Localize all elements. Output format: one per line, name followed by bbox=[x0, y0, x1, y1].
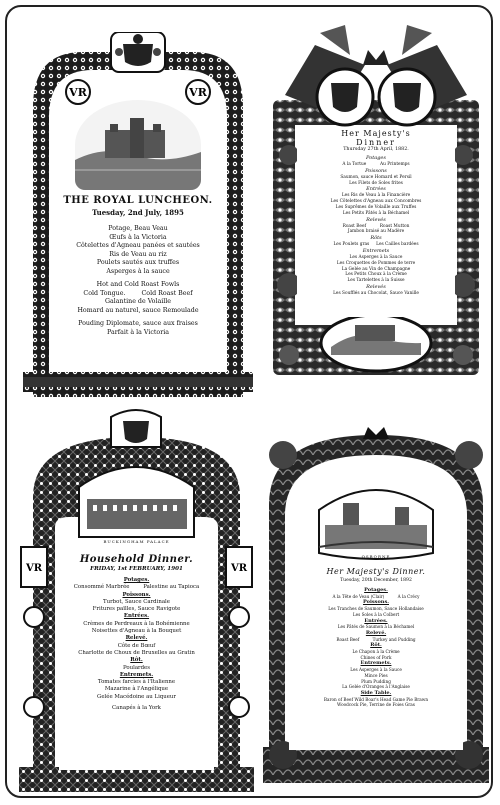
section-heading: Potages bbox=[366, 155, 386, 161]
section-heading: Potages. bbox=[123, 577, 150, 583]
menu-card bbox=[59, 552, 214, 770]
course-item: Galantine de Volaille bbox=[105, 298, 171, 305]
section-heading: Entrées. bbox=[364, 617, 388, 624]
section-heading: Poissons bbox=[365, 167, 387, 174]
course-item: Les Pâtés de Saumon à la Béchamel bbox=[337, 624, 415, 630]
menu-title-line2: Dinner bbox=[356, 138, 396, 147]
course-item: Ris de Veau au riz bbox=[109, 250, 167, 258]
windsor-castle-vignette bbox=[75, 100, 201, 190]
course-item: Saumon, sauce Homard et Persil bbox=[340, 174, 412, 180]
section-heading: Relevés bbox=[366, 216, 386, 223]
royal-coat-of-arms-icon bbox=[111, 32, 165, 72]
course-item: Plum Pudding bbox=[361, 678, 391, 684]
menu-date: Tuesday, 20th December, 1892 bbox=[340, 578, 412, 583]
section-heading: Entremets. bbox=[360, 660, 392, 667]
course-item: Le Chapon à la Crème bbox=[352, 649, 400, 655]
svg-text:VR: VR bbox=[25, 563, 43, 574]
section-heading: Potages. bbox=[364, 587, 388, 593]
course-item: Crèmes de Perdreaux à la Bohémienne bbox=[83, 620, 190, 627]
course-item: Roast Beef Roast Mutton bbox=[342, 223, 410, 229]
course-item: Les Soufflés au Chocolat, Sauce Vanille bbox=[333, 290, 419, 296]
menu-card bbox=[297, 129, 455, 317]
course-item: Consommé Marbrée Palestine au Tapioca bbox=[73, 584, 200, 591]
course-item: Hot and Cold Roast Fowls bbox=[96, 281, 180, 288]
course-item: Les Asperges à la Sauce bbox=[349, 254, 403, 260]
menu-title: THE ROYAL LUNCHEON. bbox=[63, 195, 213, 206]
course-item: Les Côtelettes d'Agneau aux Concombres bbox=[330, 199, 422, 205]
course-item: Les Poulets gras Les Cailles bardées bbox=[333, 242, 419, 248]
section-heading: Entremets. bbox=[119, 671, 154, 678]
section-heading: Rôt. bbox=[130, 657, 143, 664]
svg-text:VR: VR bbox=[189, 86, 207, 99]
menu-card bbox=[53, 192, 223, 372]
menu-household-dinner bbox=[19, 407, 254, 792]
course-item: Jambon braisé au Madère bbox=[347, 229, 405, 235]
course-item: Tomates farcies à l'Italienne bbox=[97, 679, 176, 686]
course-item: Baron of Beef Wild Boar's Head Game Pie Brawn bbox=[323, 696, 429, 702]
section-heading: Relevé. bbox=[125, 635, 148, 642]
course-item: Les Petits Pâtés à la Béchamel bbox=[342, 210, 410, 216]
course-item: Les Asperges à la Sauce bbox=[350, 667, 402, 673]
course-item: Les Soles à la Colbert bbox=[352, 611, 400, 617]
course-item: Mazarine à l'Angélique bbox=[104, 686, 169, 693]
section-heading: Side Table. bbox=[360, 689, 392, 696]
section-heading: Poissons. bbox=[362, 599, 389, 606]
course-item: Woodcock Pie, Terrine de Foies Gras bbox=[337, 702, 415, 708]
svg-text:VR: VR bbox=[69, 86, 87, 99]
course-item: Les Croquettes de Pommes de terre bbox=[336, 260, 416, 266]
crown-icon bbox=[363, 50, 389, 65]
course-item: Mince Pies bbox=[364, 672, 388, 678]
page bbox=[5, 5, 493, 798]
section-heading: Relevés bbox=[366, 283, 386, 290]
course-item: Poulardes bbox=[122, 664, 151, 671]
vignette-caption: OSBORNE bbox=[361, 554, 391, 559]
course-item: A la Tortue Au Printemps bbox=[342, 162, 410, 167]
menu-royal-luncheon bbox=[23, 32, 253, 397]
menu-title-line1: Her Majesty's bbox=[341, 129, 411, 138]
svg-text:VR: VR bbox=[230, 563, 248, 574]
course-item: Charlotte de Choux de Bruxelles au Gratin bbox=[78, 649, 195, 656]
course-item: Les Petits Choux à la Crème bbox=[345, 272, 407, 278]
menu-title: Household Dinner. bbox=[79, 554, 194, 565]
section-heading: Rôt. bbox=[370, 642, 382, 649]
course-item: Œufs à la Victoria bbox=[109, 233, 167, 241]
course-item: Asperges à la sauce bbox=[106, 267, 170, 275]
course-item: Gelée Macédoine au Liqueur bbox=[97, 693, 176, 700]
course-item: Parfait à la Victoria bbox=[107, 328, 169, 336]
course-item: La Gelée au Vin de Champagne bbox=[341, 266, 411, 272]
course-item: Les Filets de Soles frites bbox=[349, 180, 403, 186]
section-heading: Rôts bbox=[370, 235, 382, 242]
course-item: Roast Beef Turkey and Pudding bbox=[336, 636, 416, 642]
menu-title: Her Majesty's Dinner. bbox=[326, 567, 426, 576]
course-item: Potage, Beau Veau bbox=[108, 225, 168, 232]
course-item: Chines of Pork bbox=[360, 654, 392, 660]
course-item: A la Tête de Veau (Clair) A la Crécy bbox=[332, 593, 420, 599]
course-item: La Gelée d'Oranges à l'Anglaise bbox=[342, 684, 410, 690]
crown-icon bbox=[363, 427, 389, 439]
royal-coat-of-arms-icon bbox=[111, 410, 161, 447]
vignette-caption: BUCKINGHAM PALACE bbox=[103, 539, 170, 544]
section-heading: Entremets bbox=[362, 247, 390, 254]
menu-her-majestys-dinner-osborne bbox=[263, 425, 489, 783]
course-item: Pouding Diplomate, sauce aux fraises bbox=[78, 320, 198, 327]
course-item: Les Tranches de Saumon, Sauce Hollandaise bbox=[328, 606, 424, 612]
menu-date: Tuesday, 2nd July, 1895 bbox=[92, 208, 184, 217]
course-item: Homard au naturel, sauce Remoulade bbox=[77, 306, 199, 314]
course-item: Noisettes d'Agneau à la Bouquet bbox=[91, 628, 182, 635]
section-heading: Entrées. bbox=[123, 613, 150, 620]
course-item: Turbot, Sauce Cardinale bbox=[103, 598, 170, 605]
menu-her-majestys-dinner bbox=[265, 25, 487, 380]
course-item: Les Ris de Veau à la Financière bbox=[341, 193, 411, 199]
course-item: Les Suprêmes de Volaille aux Truffes bbox=[335, 204, 417, 210]
course-item: Canapés à la York bbox=[112, 705, 161, 712]
course-item: Poulets sautés aux truffes bbox=[96, 259, 180, 266]
section-heading: Poissons. bbox=[122, 591, 151, 598]
course-item: Côte de Bœuf bbox=[117, 642, 156, 649]
menu-date: FRIDAY, 1st FEBRUARY, 1901 bbox=[90, 566, 183, 572]
course-item: Côtelettes d'Agneau panées et sautées bbox=[76, 242, 200, 249]
section-heading: Relevé. bbox=[365, 629, 387, 636]
course-item: Fritures païlles, Sauce Ravigote bbox=[92, 606, 181, 613]
menu-card bbox=[289, 565, 463, 750]
course-item: Cold Tongue. Cold Roast Beef bbox=[83, 289, 193, 297]
menu-date: Thursday 27th April, 1882. bbox=[343, 147, 409, 152]
section-heading: Entrées bbox=[366, 186, 386, 193]
course-item: Les Tartelettes à la Suisse bbox=[347, 278, 405, 284]
